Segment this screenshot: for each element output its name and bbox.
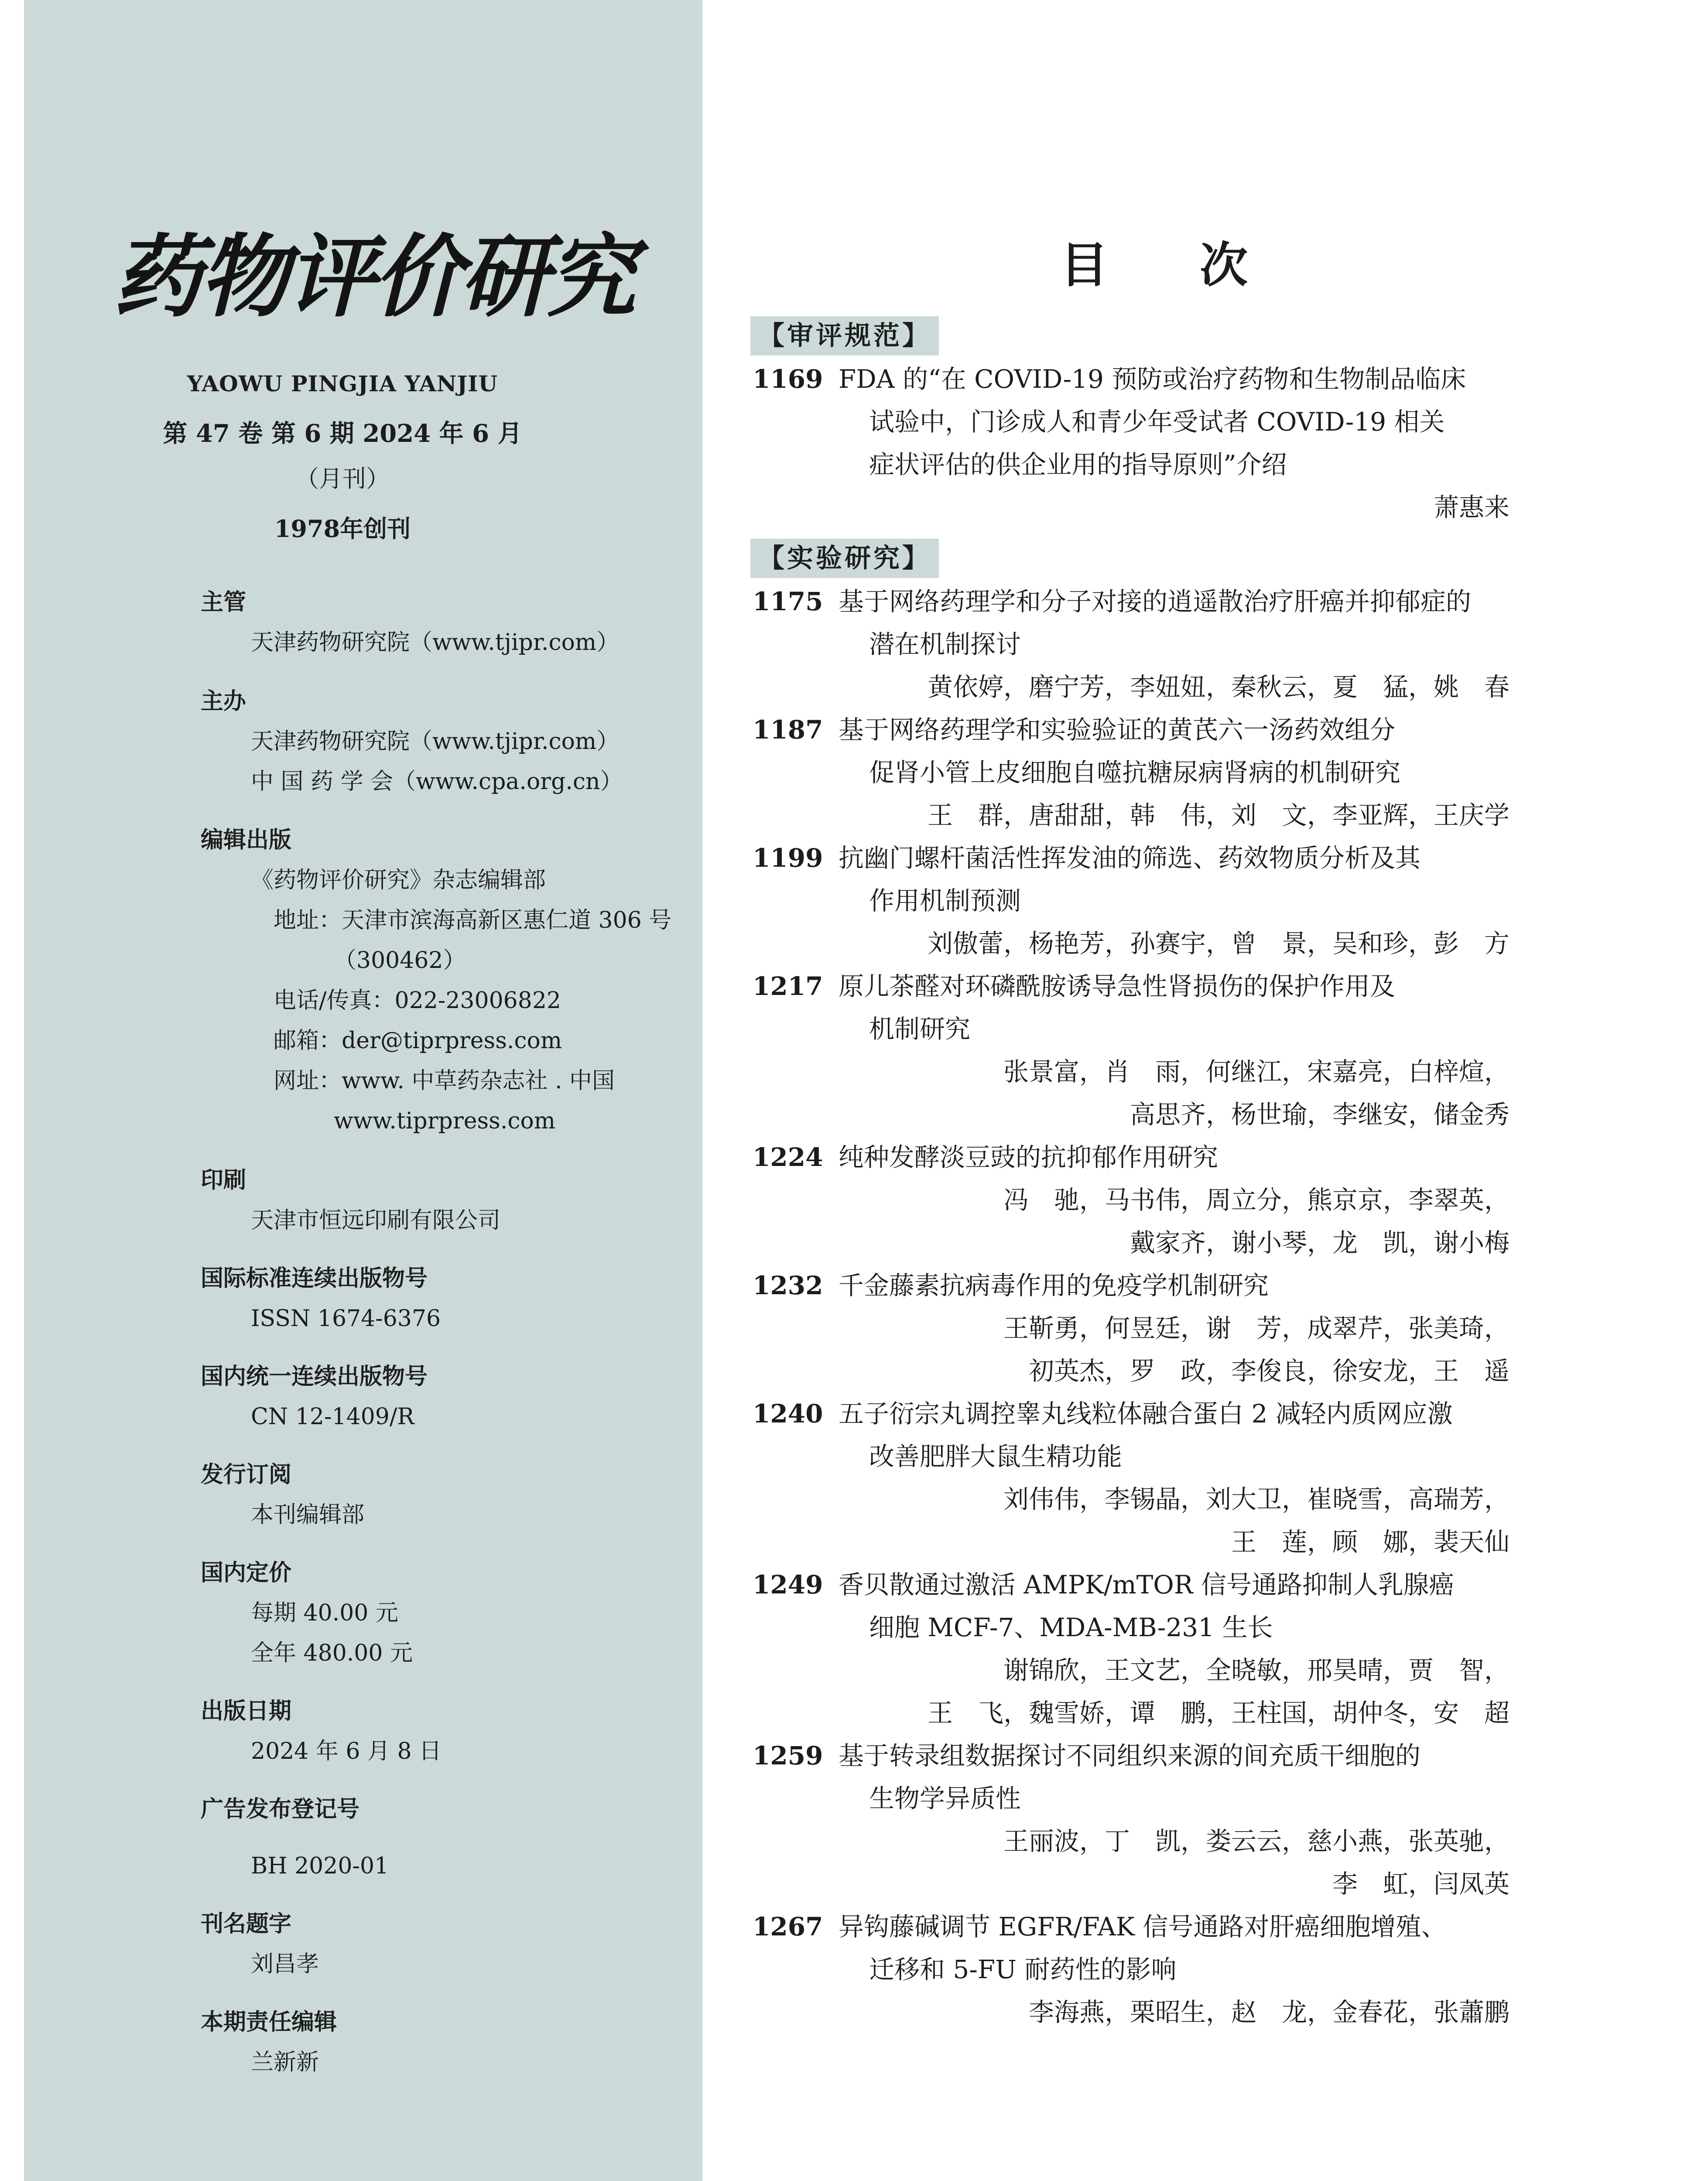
info-head: 国内统一连续出版物号 (201, 1364, 428, 1390)
article-title (839, 1905, 1509, 1991)
article-title (839, 1264, 1509, 1307)
article-authors: 冯 驰，马书伟，周立分，熊京京，李翠英， (1003, 1185, 1509, 1215)
title-line: 香贝散通过激活 AMPK/mTOR 信号通路抑制人乳腺癌 (839, 1570, 1454, 1600)
title-line: 基于网络药理学和实验验证的黄芪六一汤药效组分 (839, 715, 1396, 745)
section-tag-experiment: 【实验研究】 (750, 539, 939, 578)
info-line: （300462） (334, 947, 466, 974)
title-line: 基于转录组数据探讨不同组织来源的间充质干细胞的 (839, 1741, 1421, 1771)
article-authors: 高思齐，杨世瑜，李继安，储金秀 (1130, 1100, 1509, 1129)
article-authors: 王靳勇，何昱廷，谢 芳，成翠芹，张美琦， (1003, 1313, 1509, 1343)
info-sponsor (201, 681, 623, 802)
title-line: 作用机制预测 (869, 886, 1021, 916)
info-line: 邮箱：der@tiprpress.com (251, 1028, 562, 1054)
info-line: 天津药物研究院（www.tjipr.com） (251, 728, 620, 755)
journal-sidebar (24, 0, 702, 2181)
article-title (839, 1563, 1509, 1649)
article-authors: 戴家齐，谢小琴，龙 凯，谢小梅 (1130, 1228, 1509, 1258)
article-authors: 王 群，唐甜甜，韩 伟，刘 文，李亚辉，王庆学 (927, 800, 1509, 830)
info-head: 发行订阅 (201, 1462, 292, 1488)
article-title (839, 837, 1509, 922)
title-line: 改善肥胖大鼠生精功能 (869, 1442, 1123, 1471)
info-line: 天津药物研究院（www.tjipr.com） (251, 629, 620, 656)
article-authors: 王丽波，丁 凯，娄云云，慈小燕，张英驰， (1003, 1826, 1509, 1856)
article-page: 1259 (753, 1741, 823, 1771)
info-line: 每期 40.00 元 (251, 1600, 398, 1626)
title-line: 纯种发酵淡豆豉的抗抑郁作用研究 (839, 1142, 1219, 1172)
title-line: 潜在机制探讨 (869, 629, 1021, 659)
info-line: 地址：天津市滨海高新区惠仁道 306 号 (251, 907, 672, 933)
info-line: www.tiprpress.com (334, 1108, 556, 1134)
article-page: 1187 (753, 715, 823, 745)
info-line: 刘昌孝 (251, 1951, 319, 1977)
frequency: （月刊） (295, 465, 390, 492)
issue-info: 第 47 卷 第 6 期 2024 年 6 月 (163, 419, 522, 448)
title-line: 原儿茶醛对环磷酰胺诱导急性肾损伤的保护作用及 (839, 971, 1396, 1001)
article-page: 1217 (753, 971, 823, 1001)
info-line: BH 2020-01 (251, 1853, 389, 1879)
article-authors: 谢锦欣，王文艺，全晓敏，邢昊晴，贾 智， (1003, 1655, 1509, 1685)
info-publisher (201, 820, 671, 1141)
article-page: 1232 (753, 1271, 823, 1300)
info-supervisor (201, 582, 619, 663)
title-line: 试验中，门诊成人和青少年受试者 COVID-19 相关 (869, 407, 1445, 437)
info-head: 国内定价 (201, 1560, 292, 1586)
info-head: 广告发布登记号 (201, 1796, 360, 1822)
article-authors: 王 飞，魏雪娇，谭 鹏，王柱国，胡仲冬，安 超 (927, 1698, 1509, 1728)
info-line: 本刊编辑部 (251, 1502, 365, 1528)
info-ad-reg (201, 1789, 389, 1886)
info-line: 天津市恒远印刷有限公司 (251, 1207, 501, 1234)
info-issn (201, 1258, 441, 1339)
section-tag-review: 【审评规范】 (750, 316, 939, 356)
title-line: FDA 的“在 COVID-19 预防或治疗药物和生物制品临床 (839, 364, 1466, 394)
article-authors: 黄依婷，磨宁芳，李妞妞，秦秋云，夏 猛，姚 春 (927, 672, 1509, 702)
info-line: ISSN 1674-6376 (251, 1306, 441, 1332)
article-title (839, 1392, 1509, 1478)
info-pubdate (201, 1691, 442, 1771)
article-page: 1199 (753, 843, 823, 873)
title-line: 机制研究 (869, 1014, 971, 1044)
title-line: 症状评估的供企业用的指导原则”介绍 (869, 450, 1287, 479)
info-head: 刊名题字 (201, 1911, 292, 1937)
article-page: 1240 (753, 1399, 823, 1429)
article-authors: 王 莲，顾 娜，裴天仙 (1231, 1527, 1509, 1557)
info-calligraphy (201, 1904, 319, 1984)
article-page: 1224 (753, 1142, 823, 1172)
article-title (839, 1734, 1509, 1820)
article-page: 1169 (753, 364, 823, 394)
article-page: 1249 (753, 1570, 823, 1600)
article-title (839, 580, 1509, 666)
title-line: 抗幽门螺杆菌活性挥发油的筛选、药效物质分析及其 (839, 843, 1421, 873)
article-authors: 刘傲蕾，杨艳芳，孙赛宇，曾 景，吴和珍，彭 方 (927, 929, 1509, 958)
journal-pinyin: YAOWU PINGJIA YANJIU (187, 371, 498, 397)
founded-year: 1978年创刊 (274, 515, 411, 543)
info-line: 2024 年 6 月 8 日 (251, 1738, 442, 1764)
info-head: 编辑出版 (201, 827, 292, 853)
article-title (839, 1136, 1509, 1179)
toc-title: 目次 (1060, 237, 1339, 293)
info-distribution (201, 1455, 364, 1535)
article-title (839, 965, 1509, 1050)
info-line: 兰新新 (251, 2049, 319, 2075)
info-line: 电话/传真：022-23006822 (251, 988, 561, 1014)
info-printer (201, 1160, 500, 1241)
title-line: 迁移和 5-FU 耐药性的影响 (869, 1955, 1177, 1984)
title-line: 促肾小管上皮细胞自噬抗糖尿病肾病的机制研究 (869, 758, 1401, 787)
info-head: 出版日期 (201, 1698, 292, 1724)
article-authors: 刘伟伟，李锡晶，刘大卫，崔晓雪，高瑞芳， (1003, 1484, 1509, 1514)
article-authors: 李海燕，栗昭生，赵 龙，金春花，张蕭鹏 (1028, 1997, 1509, 2027)
info-line: 网址：www. 中草药杂志社 . 中国 (251, 1068, 615, 1094)
info-line: 中 国 药 学 会（www.cpa.org.cn） (251, 769, 623, 795)
info-cn (201, 1357, 428, 1437)
info-head: 主管 (201, 589, 246, 615)
article-page: 1175 (753, 587, 823, 616)
article-title (839, 708, 1509, 794)
info-editor (201, 2002, 337, 2082)
article-authors: 张景富，肖 雨，何继江，宋嘉亮，白梓煊， (1003, 1057, 1509, 1087)
title-line: 细胞 MCF-7、MDA-MB-231 生长 (869, 1613, 1273, 1642)
info-head: 国际标准连续出版物号 (201, 1265, 428, 1292)
info-head: 主办 (201, 688, 246, 714)
article-page: 1267 (753, 1912, 823, 1942)
info-head: 本期责任编辑 (201, 2009, 337, 2035)
title-line: 五子衍宗丸调控睾丸线粒体融合蛋白 2 减轻内质网应激 (839, 1399, 1453, 1429)
title-line: 异钩藤碱调节 EGFR/FAK 信号通路对肝癌细胞增殖、 (839, 1912, 1447, 1942)
info-head: 印刷 (201, 1167, 246, 1193)
title-line: 基于网络药理学和分子对接的逍遥散治疗肝癌并抑郁症的 (839, 587, 1472, 616)
journal-logo: 药物评价研究 (113, 225, 633, 329)
article-title (839, 358, 1509, 486)
title-line: 生物学异质性 (869, 1784, 1021, 1813)
article-authors: 李 虹，闫凤英 (1332, 1869, 1509, 1899)
article-authors: 萧惠来 (1433, 492, 1509, 522)
info-price (201, 1553, 413, 1673)
info-line: 《药物评价研究》杂志编辑部 (251, 867, 546, 893)
title-line: 千金藤素抗病毒作用的免疫学机制研究 (839, 1271, 1269, 1300)
info-line: CN 12-1409/R (251, 1404, 414, 1430)
info-line: 全年 480.00 元 (251, 1640, 413, 1666)
article-authors: 初英杰，罗 政，李俊良，徐安龙，王 遥 (1028, 1356, 1509, 1386)
